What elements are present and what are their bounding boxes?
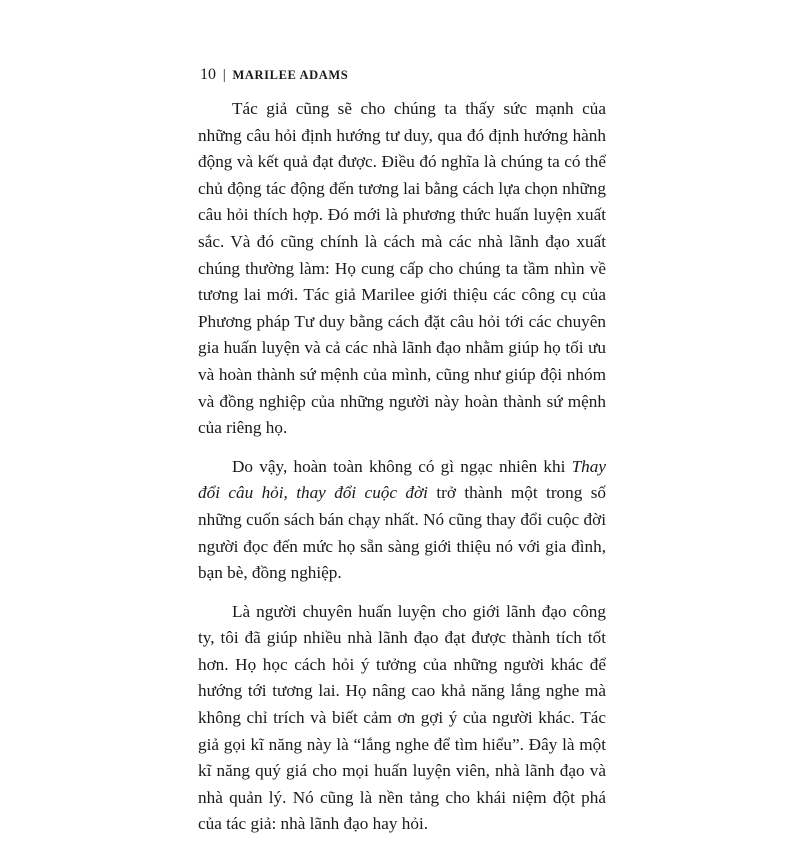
paragraph-2-lead: Do vậy, hoàn toàn không có gì ngạc nhiên khi — [232, 456, 572, 476]
body-text — [198, 96, 606, 850]
paragraph-3: Là người chuyên huấn luyện cho giới lãnh đạo công ty, tôi đã giúp nhiều nhà lãnh đạo đạt được thành tích tốt hơn. Họ học cách hỏi ý tưởng của những người khác để hướng tới tương lai. Họ nâng cao khả năng lắng nghe mà không chỉ trích và biết cảm ơn gợi ý của người khác. Tác giả gọi kĩ năng này là “lắng nghe để tìm hiểu”. Đây là một kĩ năng quý giá cho mọi huấn luyện viên, nhà lãnh đạo và nhà quản lý. Nó cũng là nền tảng cho khái niệm đột phá của tác giả: nhà lãnh đạo hay hỏi. — [198, 601, 606, 834]
running-head — [200, 66, 348, 84]
page-number: 10 — [200, 66, 216, 83]
paragraph-1: Tác giả cũng sẽ cho chúng ta thấy sức mạnh của những câu hỏi định hướng tư duy, qua đó định hướng hành động và kết quả đạt được. Điều đó nghĩa là chúng ta có thể chủ động tác động đến tương lai bằng cách lựa chọn những câu hỏi thích hợp. Đó mới là phương thức huấn luyện xuất sắc. Và đó cũng chính là cách mà các nhà lãnh đạo xuất chúng thường làm: Họ cung cấp cho chúng ta tầm nhìn về tương lai mới. Tác giả Marilee giới thiệu các công cụ của Phương pháp Tư duy bằng cách đặt câu hỏi tới các chuyên gia huấn luyện và cả các nhà lãnh đạo nhằm giúp họ tối ưu và hoàn thành sứ mệnh của mình, cũng như giúp đội nhóm và đồng nghiệp của những người này hoàn thành sứ mệnh của riêng họ. — [198, 99, 606, 438]
paragraph-2 — [198, 454, 606, 587]
header-separator: | — [222, 67, 226, 83]
paragraph-2-rest: trở thành một trong số những cuốn sách bán chạy nhất. Nó cũng thay đổi cuộc đời người đọc đến mức họ sẵn sàng giới thiệu nó với gia đình, bạn bè, đồng nghiệp. — [198, 483, 606, 583]
book-title-italic: Thay đổi câu hỏi, thay đổi cuộc đời — [198, 456, 606, 503]
author-name: MARILEE ADAMS — [232, 68, 349, 82]
